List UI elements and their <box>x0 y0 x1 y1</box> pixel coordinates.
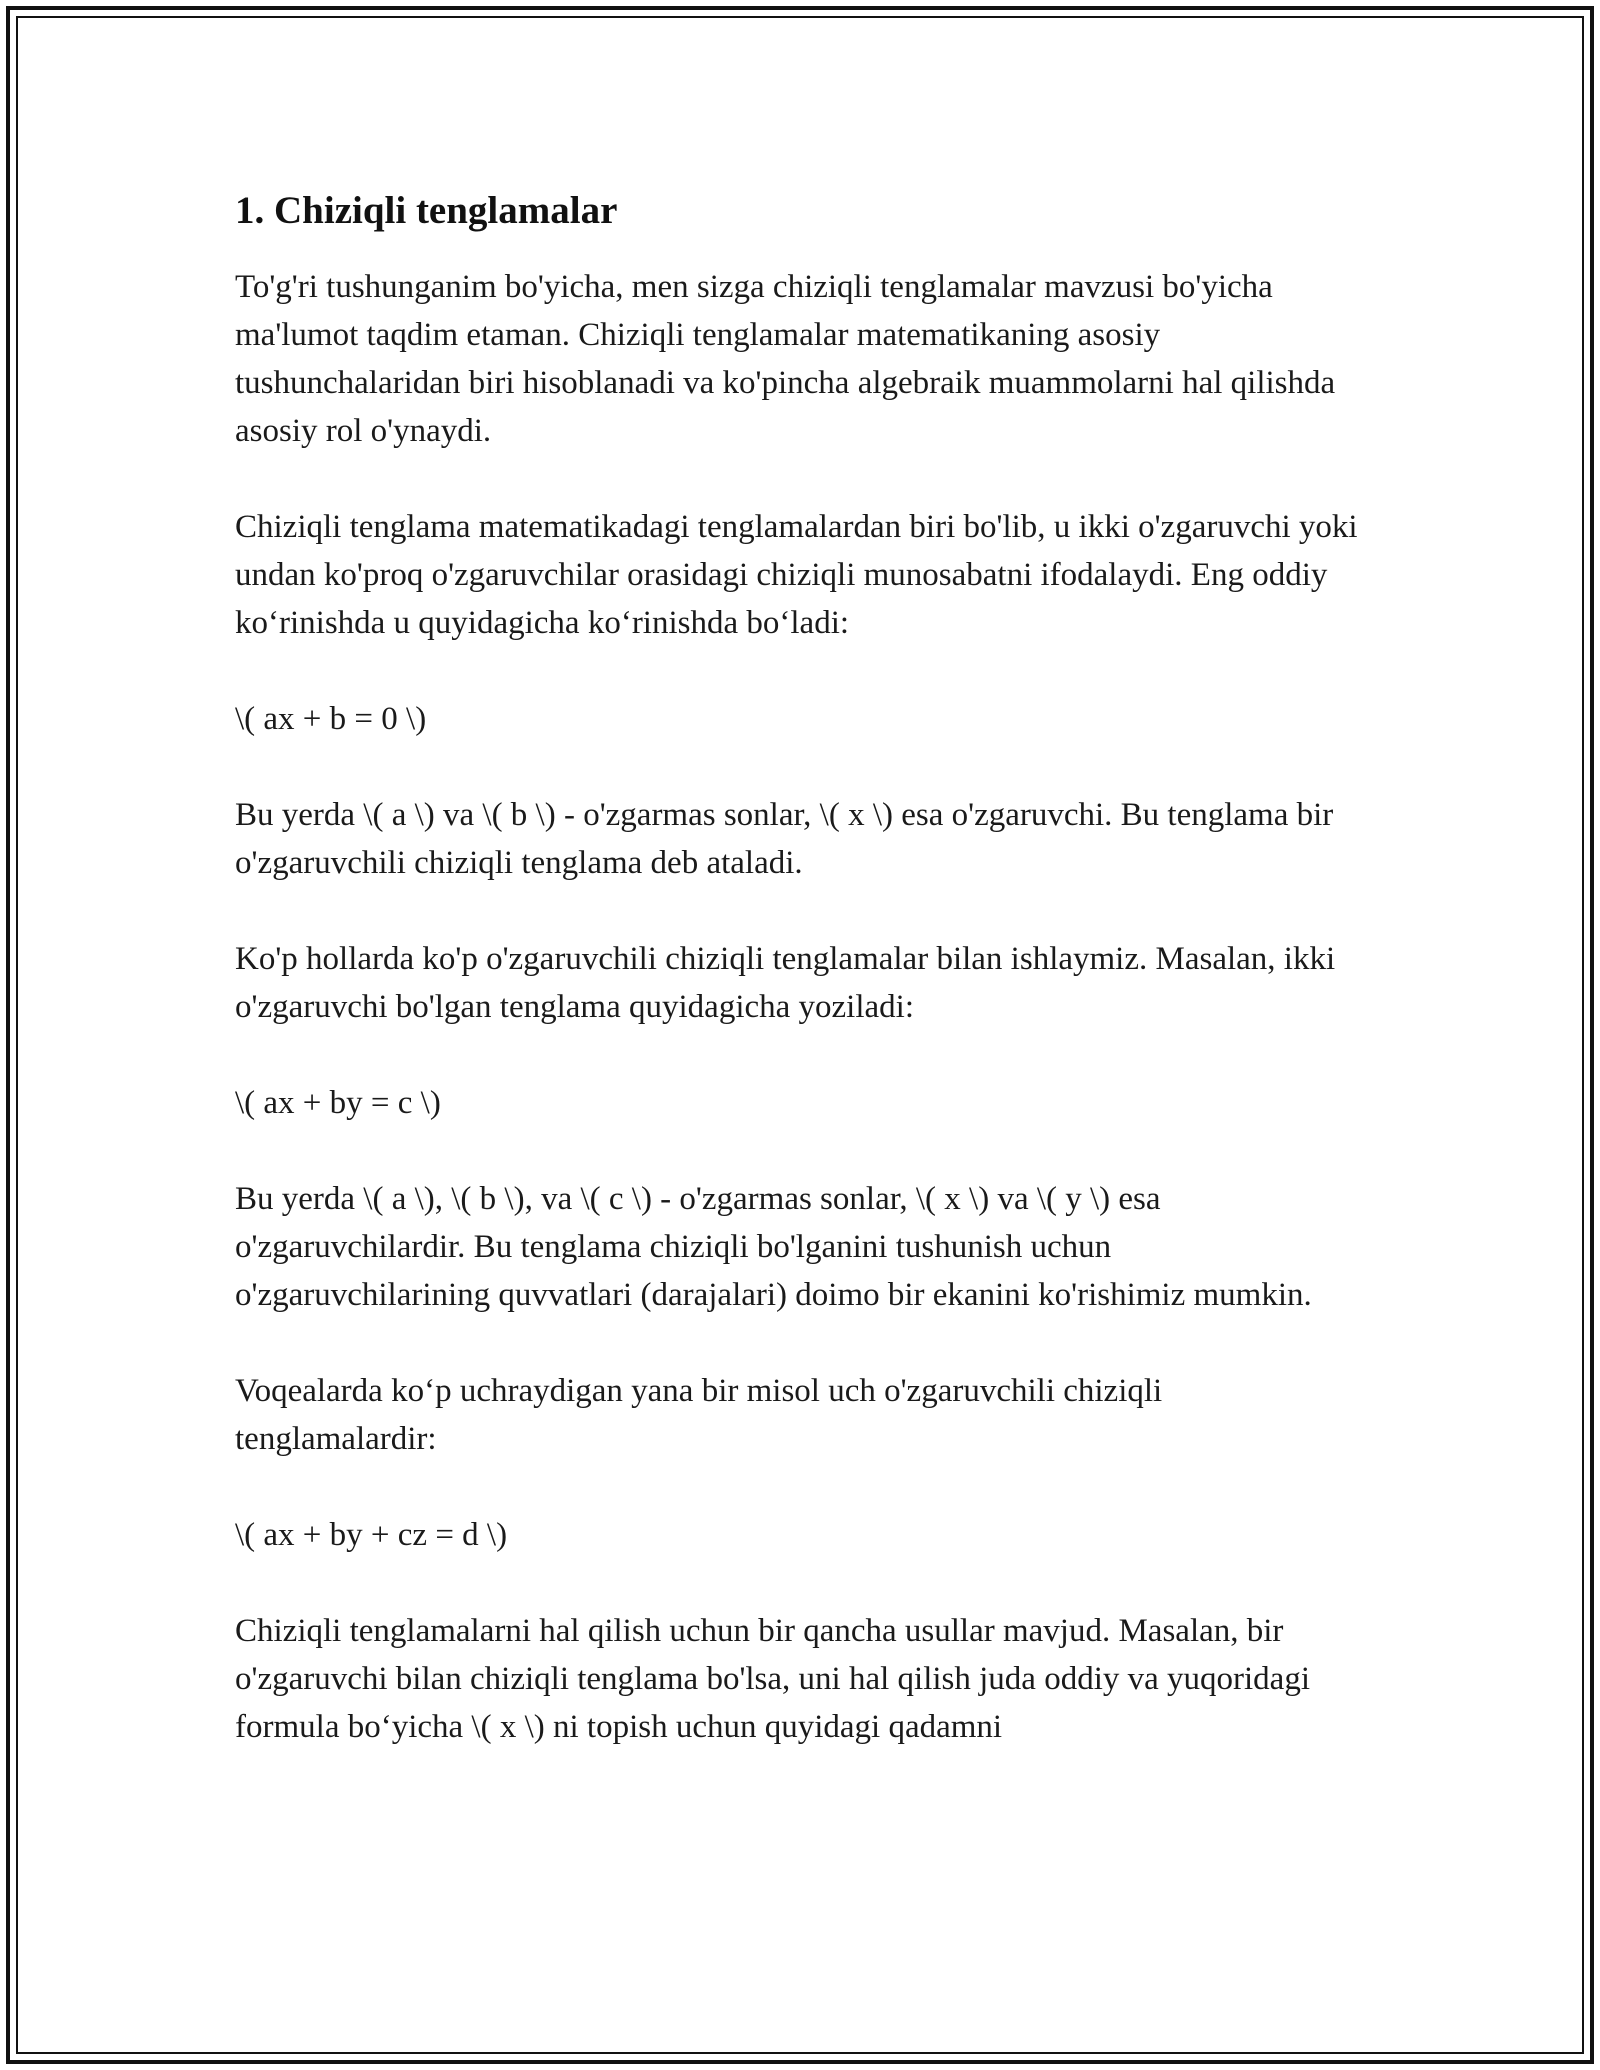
paragraph-definition: Chiziqli tenglama matematikadagi tenglamalardan biri bo'lib, u ikki o'zgaruvchi yoki undan ko'proq o'zgaruvchilar orasidagi chiziqli munosabatni ifodalaydi. Eng oddiy ko‘rinishda u quyidagicha ko‘rinishda bo‘ladi: <box>235 509 1358 641</box>
equation-three-variable: \( ax + by + cz = d \) <box>235 1517 508 1553</box>
document-page <box>235 185 1365 1751</box>
paragraph-three-variable-intro: Voqealarda ko‘p uchraydigan yana bir misol uch o'zgaruvchili chiziqli tenglamalardir: <box>235 1373 1163 1457</box>
paragraph-one-variable-explanation: Bu yerda \( a \) va \( b \) - o'zgarmas sonlar, \( x \) esa o'zgaruvchi. Bu tenglama bir o'zgaruvchili chiziqli tenglama deb ataladi. <box>235 797 1334 881</box>
document-title: 1. Chiziqli tenglamalar <box>235 189 618 232</box>
paragraph-solving-methods: Chiziqli tenglamalarni hal qilish uchun bir qancha usullar mavjud. Masalan, bir o'zgaruvchi bilan chiziqli tenglama bo'lsa, uni hal qilish juda oddiy va yuqoridagi formula bo‘yicha \( x \) ni topish uchun quyidagi qadamni <box>235 1613 1310 1745</box>
equation-two-variable: \( ax + by = c \) <box>235 1085 441 1121</box>
paragraph-multi-variable: Ko'p hollarda ko'p o'zgaruvchili chiziqli tenglamalar bilan ishlaymiz. Masalan, ikki o'zgaruvchi bo'lgan tenglama quyidagicha yoziladi: <box>235 941 1336 1025</box>
paragraph-two-variable-explanation: Bu yerda \( a \), \( b \), va \( c \) - o'zgarmas sonlar, \( x \) va \( y \) esa o'zgaruvchilardir. Bu tenglama chiziqli bo'lganini tushunish uchun o'zgaruvchilarining quvvatlari (darajalari) doimo bir ekanini ko'rishimiz mumkin. <box>235 1181 1312 1313</box>
equation-one-variable: \( ax + b = 0 \) <box>235 701 427 737</box>
paragraph-intro: To'g'ri tushunganim bo'yicha, men sizga chiziqli tenglamalar mavzusi bo'yicha ma'lumot taqdim etaman. Chiziqli tenglamalar matematikaning asosiy tushunchalaridan biri hisoblanadi va ko'pincha algebraik muammolarni hal qilishda asosiy rol o'ynaydi. <box>235 269 1336 449</box>
